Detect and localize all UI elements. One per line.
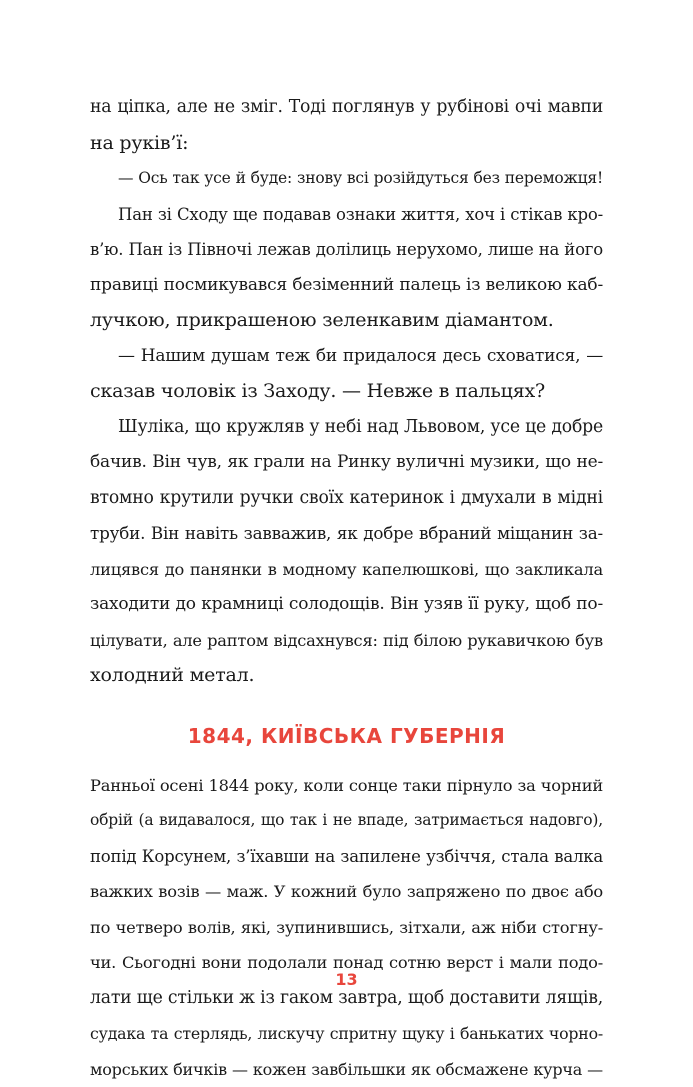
text-line: втомно крутили ручки своїх катеринок і дмухали в мідні (90, 481, 603, 517)
text-line: на руків’ї: (90, 126, 603, 162)
text-line: лучкою, прикрашеною зеленкавим діамантом. (90, 303, 603, 339)
page-number: 13 (0, 970, 693, 989)
text-line: обрій (а видавалося, що так і не впаде, затримається надовго), (90, 803, 603, 839)
text-line: попід Корсунем, з’їхавши на запилене узбіччя, стала валка (90, 839, 603, 875)
text-line: цілувати, але раптом відсахнувся: під білою рукавичкою був (90, 623, 603, 659)
text-line: морських бичків — кожен завбільшки як обсмажене курча — (90, 1052, 603, 1087)
text-line: — Ось так усе й буде: знову всі розійдуться без переможця! (90, 161, 603, 197)
section-1 (90, 90, 603, 694)
text-line: холодний метал. (90, 658, 603, 694)
text-line: чи. Сьогодні вони подолали понад сотню верст і мали подо- (90, 945, 603, 981)
text-line: лати ще стільки ж із гаком завтра, щоб доставити лящів, (90, 981, 603, 1017)
text-line: по четверо волів, які, зупинившись, зітхали, аж ніби стогну- (90, 910, 603, 946)
text-line: труби. Він навіть завважив, як добре вбраний міщанин за- (90, 516, 603, 552)
section-2 (90, 768, 603, 1087)
section-heading: 1844, КИЇВСЬКА ГУБЕРНІЯ (90, 724, 603, 748)
text-line: Ранньої осені 1844 року, коли сонце таки пірнуло за чорний (90, 768, 603, 804)
text-line: правиці посмикувався безіменний палець із великою каб- (90, 268, 603, 304)
text-line: важких возів — маж. У кожний було запряжено по двоє або (90, 874, 603, 910)
text-line: Пан зі Сходу ще подавав ознаки життя, хоч і стікав кро- (90, 197, 603, 233)
text-line: — Нашим душам теж би придалося десь сховатися, — (90, 339, 603, 375)
text-line: в’ю. Пан із Півночі лежав долілиць нерухомо, лише на його (90, 232, 603, 268)
text-line: на ціпка, але не зміг. Тоді поглянув у рубінові очі мавпи (90, 90, 603, 126)
text-line: лицявся до панянки в модному капелюшкові, що закликала (90, 552, 603, 588)
text-line: бачив. Він чув, як грали на Ринку вуличні музики, що не- (90, 445, 603, 481)
text-line: судака та стерлядь, лискучу спритну щуку і банькатих чорно- (90, 1016, 603, 1052)
text-line: сказав чоловік із Заходу. — Невже в пальцях? (90, 374, 603, 410)
page-body (90, 90, 603, 1087)
text-line: Шуліка, що кружляв у небі над Львовом, усе це добре (90, 410, 603, 446)
text-line: заходити до крамниці солодощів. Він узяв її руку, щоб по- (90, 587, 603, 623)
